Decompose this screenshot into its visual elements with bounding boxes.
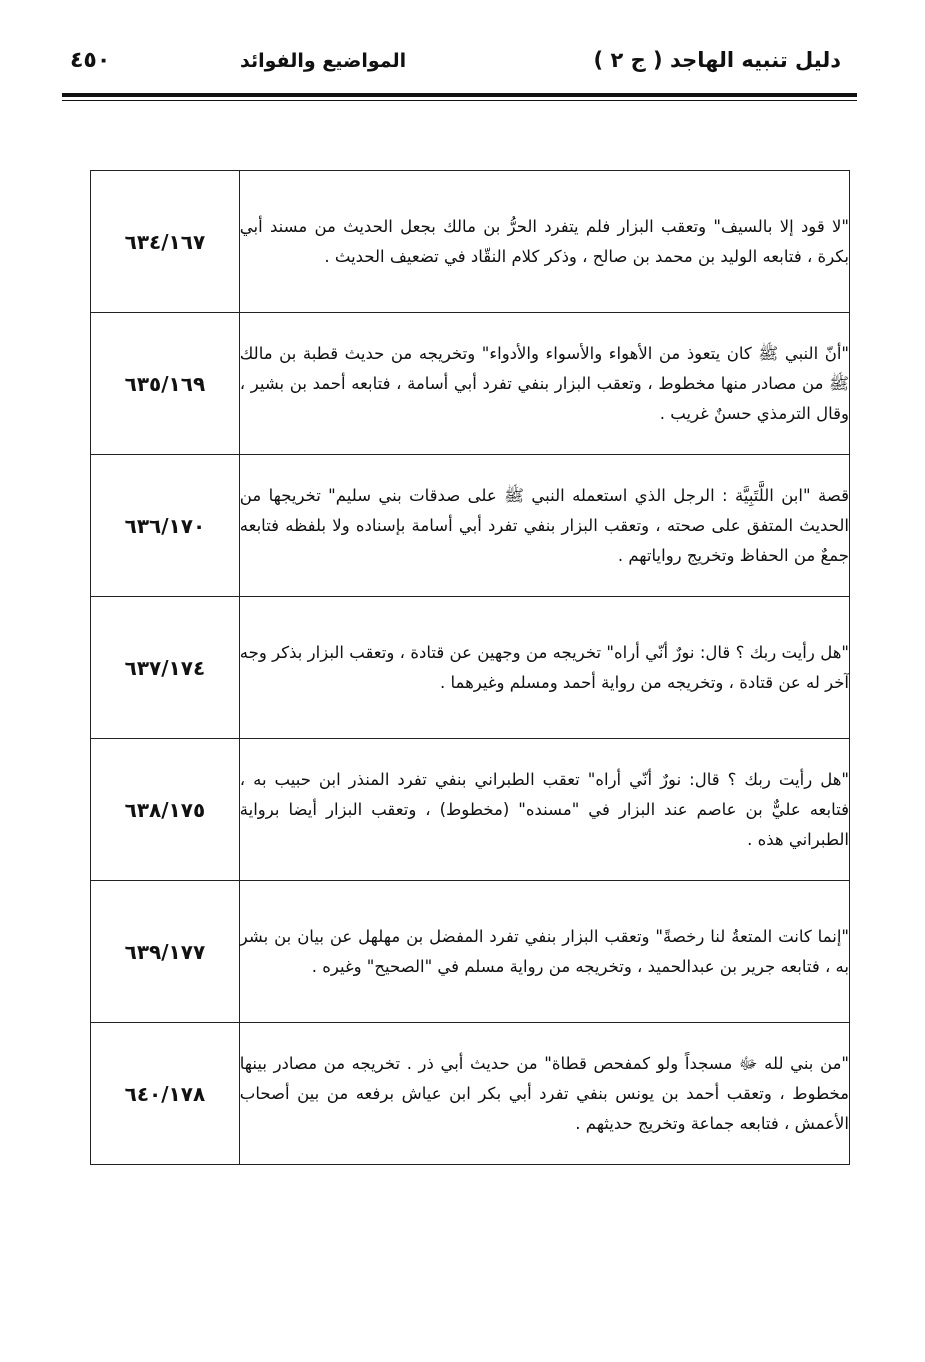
entry-text: "من بني لله ﷻ مسجداً ولو كمفحص قطاة" من حديث أبي ذر . تخريجه من مصادر بينها مخطوط ، وتعقب أحمد بن يونس بنفي تفرد أبي بكر ابن عياش برفعه من بين أصحاب الأعمش ، فتابعه جماعة وتخريج حديثهم . [239,1023,849,1165]
header-rule-thin [62,100,857,101]
entry-ref: ٦٣٥/١٦٩ [91,313,240,455]
table-row [91,881,850,1023]
table-row [91,313,850,455]
entry-ref: ٦٣٨/١٧٥ [91,739,240,881]
entry-ref: ٦٣٩/١٧٧ [91,881,240,1023]
entry-ref: ٦٣٤/١٦٧ [91,171,240,313]
entry-text: "إنما كانت المتعةُ لنا رخصةً" وتعقب البزار بنفي تفرد المفضل بن مهلهل عن بيان بن بشر به ، فتابعه جرير بن عبدالحميد ، وتخريجه من رواية مسلم في "الصحيح" وغيره . [239,881,849,1023]
section-title: المواضيع والفوائد [240,50,407,72]
entry-text: قصة "ابن اللَّتَبِيَّة : الرجل الذي استعمله النبي ﷺ على صدقات بني سليم" تخريجها من الحديث المتفق على صحته ، وتعقب البزار بنفي تفرد أبي أسامة بإسناده ولا بلفظه فتابعه جمعٌ من الحفاظ وتخريج رواياتهم . [239,455,849,597]
table-row [91,1023,850,1165]
table-row [91,455,850,597]
entry-ref: ٦٤٠/١٧٨ [91,1023,240,1165]
entry-text: "أنّ النبي ﷺ كان يتعوذ من الأهواء والأسواء والأدواء" وتخريجه من حديث قطبة بن مالك ﷺ من مصادر منها مخطوط ، وتعقب البزار بنفي تفرد أبي أسامة ، فتابعه أحمد بن بشير ، وقال الترمذي حسنٌ غريب . [239,313,849,455]
table-row [91,597,850,739]
entry-text: "لا قود إلا بالسيف" وتعقب البزار فلم يتفرد الحرُّ بن مالك بجعل الحديث من مسند أبي بكرة ، فتابعه الوليد بن محمد بن صالح ، وذكر كلام النقّاد في تضعيف الحديث . [239,171,849,313]
entry-text: "هل رأيت ربك ؟ قال: نورٌ أنّي أراه" تخريجه من وجهين عن قتادة ، وتعقب البزار بذكر وجه آخر له عن قتادة ، وتخريجه من رواية أحمد ومسلم وغيرهما . [239,597,849,739]
table-row [91,171,850,313]
entry-ref: ٦٣٦/١٧٠ [91,455,240,597]
page-number: ٤٥٠ [70,48,111,73]
book-title: دليل تنبيه الهاجد ( ج ٢ ) [593,48,841,72]
page-header [62,40,857,84]
entry-text: "هل رأيت ربك ؟ قال: نورٌ أنّي أراه" تعقب الطبراني بنفي تفرد المنذر ابن حبيب به ، فتابعه عليٌّ بن عاصم عند البزار في "مسنده" (مخطوط) ، وتعقب البزار أيضا برواية الطبراني هذه . [239,739,849,881]
entries-table [90,170,850,1165]
table-row [91,739,850,881]
entry-ref: ٦٣٧/١٧٤ [91,597,240,739]
header-rule-thick [62,93,857,97]
